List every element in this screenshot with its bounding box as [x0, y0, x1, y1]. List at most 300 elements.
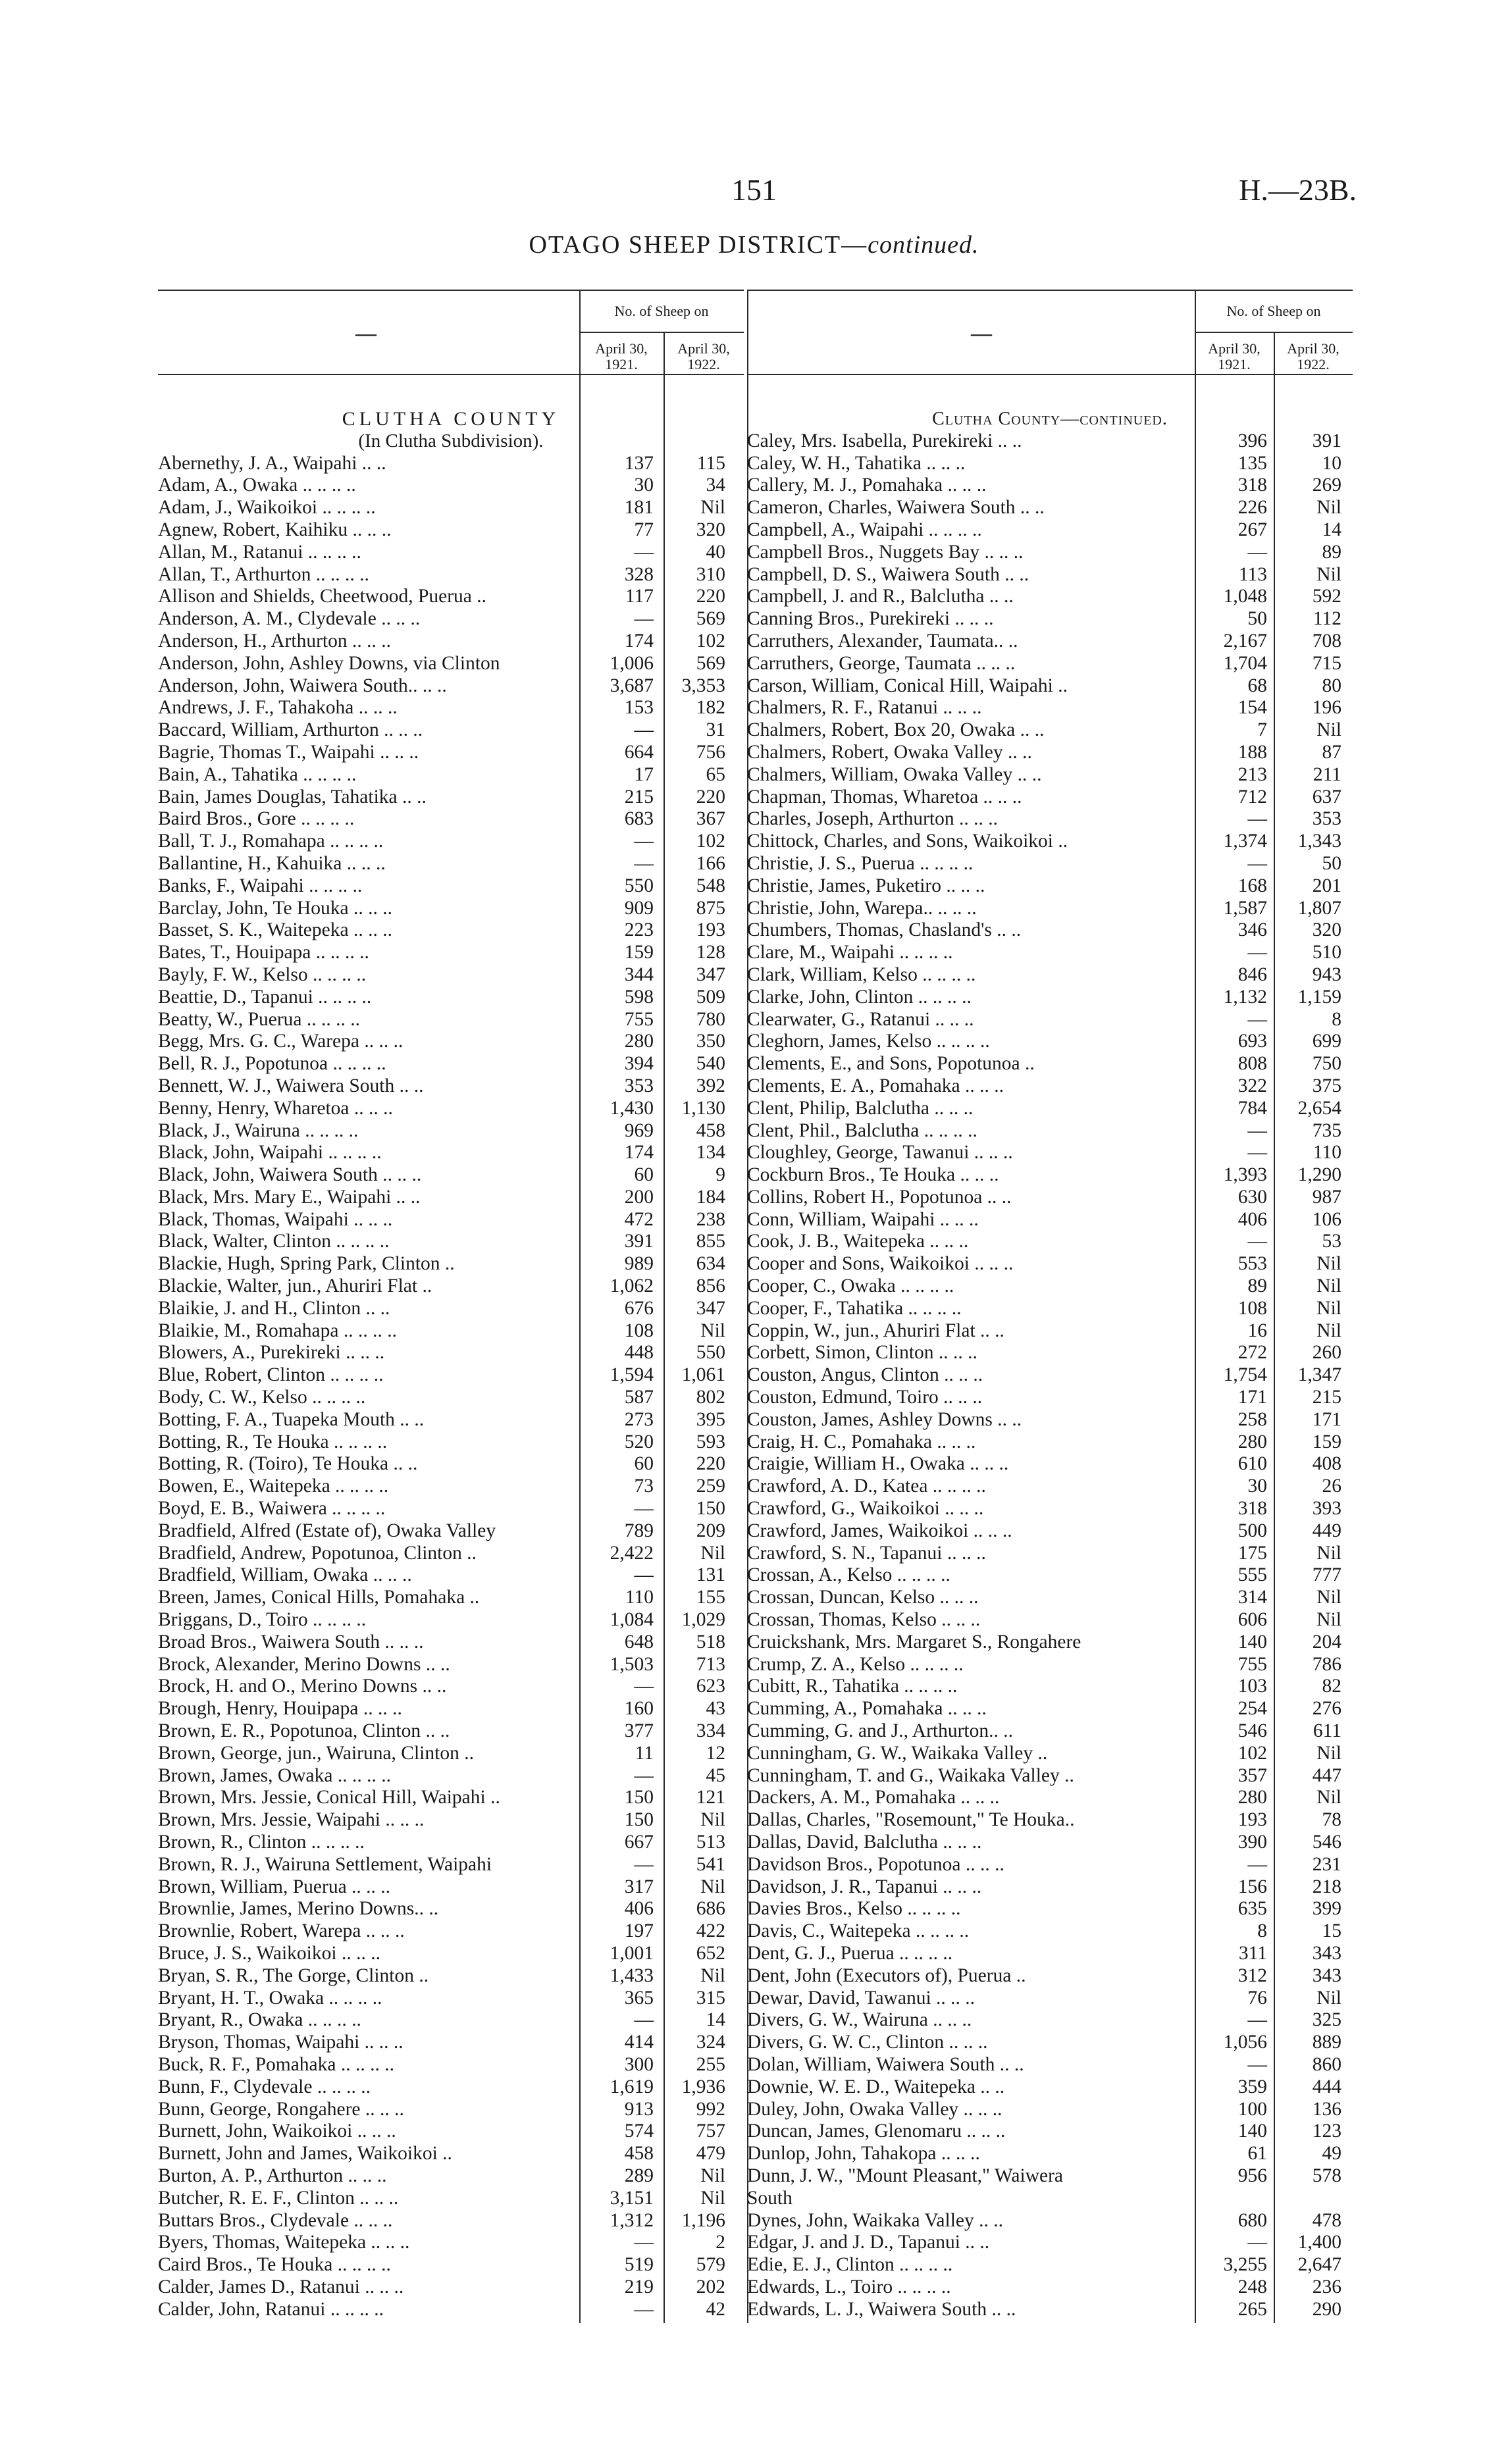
table-row [158, 1164, 744, 1187]
owner-name: Andrews, J. F., Tahakoha .. .. .. [158, 697, 398, 719]
sheep-1922: 102 [696, 630, 725, 652]
table-row [747, 630, 1353, 653]
sheep-1922: Nil [700, 2165, 725, 2186]
owner-name: Crawford, S. N., Tapanui .. .. .. [747, 1542, 986, 1564]
owner-name: Bain, James Douglas, Tahatika .. .. [158, 786, 427, 808]
sheep-1921: 956 [1237, 2165, 1267, 2186]
owner-name: Blowers, A., Purekireki .. .. .. [158, 1342, 385, 1364]
table-row [158, 1275, 744, 1298]
owner-name: Bennett, W. J., Waiwera South .. .. [158, 1075, 424, 1096]
owner-name: Brock, Alexander, Merino Downs .. .. [158, 1653, 450, 1675]
sheep-1922: 343 [1312, 1964, 1341, 1986]
sheep-1922: 34 [706, 475, 725, 496]
sheep-1922: 102 [696, 831, 725, 852]
table-row [158, 1765, 744, 1787]
owner-name: Body, C. W., Kelso .. .. .. .. [158, 1387, 366, 1408]
owner-name: Brown, Mrs. Jessie, Conical Hill, Waipahi .. [158, 1787, 500, 1809]
sheep-1922: 106 [1312, 1208, 1341, 1230]
owner-name: Chittock, Charles, and Sons, Waikoikoi .. [747, 831, 1068, 852]
sheep-1922: 236 [1312, 2276, 1341, 2297]
sheep-1922: 259 [696, 1476, 725, 1497]
sheep-1921: 317 [624, 1876, 654, 1897]
sheep-1921: 680 [1237, 2209, 1267, 2231]
sheep-1921: 215 [624, 786, 654, 808]
sheep-1921: 394 [624, 1053, 654, 1075]
table-row [158, 1920, 744, 1943]
left-table [158, 290, 744, 2323]
table-row [158, 1053, 744, 1075]
sheep-1922: 943 [1312, 963, 1341, 985]
owner-name: Broad Bros., Waiwera South .. .. .. [158, 1631, 424, 1653]
owner-name: Campbell, J. and R., Balclutha .. .. [747, 586, 1014, 607]
sheep-1922: 209 [696, 1520, 725, 1541]
sheep-1921: 414 [624, 2032, 654, 2053]
table-row [747, 1587, 1353, 1609]
owner-name: Bryant, H. T., Owaka .. .. .. .. [158, 1987, 382, 2009]
sheep-1921: 30 [634, 475, 654, 496]
sheep-1921: 546 [1237, 1720, 1267, 1742]
sheep-1921: 174 [624, 630, 654, 652]
sheep-1921: 1,503 [610, 1653, 654, 1675]
sheep-1922: 53 [1322, 1231, 1341, 1252]
table-row [158, 2254, 744, 2276]
sheep-1921: 712 [1237, 786, 1267, 808]
sheep-1921: 108 [1237, 1297, 1267, 1319]
owner-name: Blackie, Walter, jun., Ahuriri Flat .. [158, 1275, 432, 1297]
table-row [747, 1209, 1353, 1231]
owner-name: Allan, M., Ratanui .. .. .. .. [158, 541, 361, 563]
sheep-1921: — [634, 719, 654, 741]
sheep-1921: 648 [624, 1631, 654, 1653]
sheep-1922: Nil [1316, 563, 1341, 585]
table-row [158, 808, 744, 831]
table-row [158, 2120, 744, 2143]
owner-name: Cleghorn, James, Kelso .. .. .. .. [747, 1031, 990, 1052]
sheep-1922: 855 [696, 1231, 725, 1252]
owner-name: Bryant, R., Owaka .. .. .. .. [158, 2009, 361, 2031]
sheep-1922: 269 [1312, 475, 1341, 496]
table-row [747, 1854, 1353, 1876]
owner-name: Brown, R. J., Wairuna Settlement, Waipahi [158, 1853, 492, 1875]
table-row [158, 2165, 744, 2188]
owner-name: Divers, G. W. C., Clinton .. .. .. [747, 2032, 988, 2053]
owner-name: Cruickshank, Mrs. Margaret S., Rongahere [747, 1631, 1081, 1653]
sheep-1921: 102 [1237, 1742, 1267, 1764]
sheep-1921: 150 [624, 1787, 654, 1809]
section-title: CLUTHA COUNTY [342, 408, 560, 430]
owner-name: Cubitt, R., Tahatika .. .. .. .. [747, 1676, 958, 1697]
owner-name: Coppin, W., jun., Ahuriri Flat .. .. [747, 1320, 1004, 1341]
table-row [158, 964, 744, 987]
sheep-group-header: No. of Sheep on [1226, 303, 1321, 319]
owner-name: Davis, C., Waitepeka .. .. .. .. [747, 1920, 970, 1942]
sheep-1921: 76 [1247, 1987, 1267, 2009]
table-row [158, 2210, 744, 2232]
sheep-1921: 664 [624, 741, 654, 763]
table-row [747, 1720, 1353, 1743]
sheep-1921: 519 [624, 2254, 654, 2276]
owner-name: Blaikie, M., Romahapa .. .. .. .. [158, 1320, 397, 1341]
sheep-1922: 1,061 [681, 1364, 725, 1386]
table-row [747, 1898, 1353, 1920]
sheep-1922: 324 [696, 2032, 725, 2053]
owner-name: Cook, J. B., Waitepeka .. .. .. [747, 1231, 969, 1252]
sheep-1921: 1,587 [1223, 897, 1267, 919]
sheep-1921: 1,393 [1223, 1164, 1267, 1186]
sheep-1921: — [1247, 808, 1267, 830]
table-row [158, 630, 744, 653]
table-row [158, 653, 744, 675]
owner-name: Botting, F. A., Tuapeka Mouth .. .. [158, 1408, 425, 1430]
table-row [747, 2276, 1353, 2299]
owner-name: Chalmers, Robert, Owaka Valley .. .. [747, 741, 1032, 763]
table-row [747, 987, 1353, 1009]
owner-name: Cunningham, T. and G., Waikaka Valley .. [747, 1764, 1074, 1786]
sheep-1921: 280 [1237, 1787, 1267, 1809]
sheep-1921: 318 [1237, 475, 1267, 496]
table-row [158, 1587, 744, 1609]
sheep-1921: 2,422 [610, 1542, 654, 1564]
table-row [747, 1765, 1353, 1787]
table-row [158, 1743, 744, 1765]
sheep-1922: 611 [1313, 1720, 1341, 1742]
sheep-1921: 135 [1237, 452, 1267, 474]
sheep-1921: 1,062 [610, 1275, 654, 1297]
owner-name: Carruthers, George, Taumata .. .. .. [747, 652, 1016, 674]
sheep-1922: 171 [1312, 1408, 1341, 1430]
table-row [747, 1476, 1353, 1498]
sheep-1921: 322 [1237, 1075, 1267, 1096]
table-row [747, 1431, 1353, 1454]
sheep-1922: Nil [700, 2187, 725, 2209]
sheep-1922: 592 [1312, 586, 1341, 607]
sheep-1921: 61 [1247, 2143, 1267, 2165]
sheep-1921: 3,687 [610, 675, 654, 696]
sheep-1922: Nil [1316, 1609, 1341, 1631]
sheep-1921: 683 [624, 808, 654, 830]
table-row [747, 586, 1353, 608]
sheep-1922: 353 [1312, 808, 1341, 830]
sheep-1921: 272 [1237, 1342, 1267, 1364]
sheep-1922: 375 [1312, 1075, 1341, 1096]
sheep-1921: 808 [1237, 1053, 1267, 1075]
sheep-1922: 80 [1322, 675, 1341, 696]
table-row [158, 1098, 744, 1120]
table-row [747, 1120, 1353, 1142]
table-row [158, 1520, 744, 1543]
table-row [158, 542, 744, 564]
table-row [747, 764, 1353, 786]
owner-name: Couston, James, Ashley Downs .. .. [747, 1408, 1022, 1430]
table-row [158, 987, 744, 1009]
sheep-1921: 258 [1237, 1408, 1267, 1430]
table-row [747, 1654, 1353, 1676]
sheep-1922: 182 [696, 697, 725, 719]
owner-name: Dackers, A. M., Pomahaka .. .. .. [747, 1787, 1000, 1809]
owner-name: Crawford, G., Waikoikoi .. .. .. [747, 1498, 984, 1520]
sheep-1921: 280 [624, 1031, 654, 1052]
owner-name: Black, John, Waiwera South .. .. .. [158, 1164, 422, 1186]
table-row [158, 519, 744, 542]
table-row [158, 2076, 744, 2099]
table-row [747, 1187, 1353, 1209]
owner-name: Brown, George, jun., Wairuna, Clinton .. [158, 1742, 474, 1764]
sheep-1922: 196 [1312, 697, 1341, 719]
sheep-1921: 110 [625, 1587, 654, 1608]
owner-name: Crawford, A. D., Katea .. .. .. .. [747, 1476, 986, 1497]
sheep-1921: 73 [634, 1476, 654, 1497]
sheep-1922: 578 [1312, 2165, 1341, 2186]
owner-name: Abernethy, J. A., Waipahi .. .. [158, 452, 386, 474]
sheep-1921: 154 [1237, 697, 1267, 719]
owner-name: Dolan, William, Waiwera South .. .. [747, 2053, 1024, 2075]
sheep-1921: 406 [624, 1898, 654, 1920]
sheep-1922: 593 [696, 1431, 725, 1452]
owner-name: Ballantine, H., Kahuika .. .. .. [158, 852, 386, 874]
sheep-1922: 220 [696, 786, 725, 808]
sheep-1922: 786 [1312, 1653, 1341, 1675]
sheep-1922: 14 [1322, 519, 1341, 540]
col-1921-header: April 30, 1921. [595, 340, 648, 372]
sheep-1922: Nil [700, 1876, 725, 1897]
sheep-1921: 606 [1237, 1609, 1267, 1631]
sheep-1922: Nil [700, 1964, 725, 1986]
table-row [158, 1609, 744, 1631]
owner-name: Bunn, George, Rongahere .. .. .. [158, 2098, 404, 2120]
table-row [747, 1988, 1353, 2010]
sheep-1922: 513 [696, 1832, 725, 1853]
owner-name: Black, J., Wairuna .. .. .. .. [158, 1119, 359, 1141]
sheep-1922: 777 [1312, 1564, 1341, 1586]
table-row [747, 2254, 1353, 2276]
sheep-1921: 267 [1237, 519, 1267, 540]
owner-name: Bradfield, William, Owaka .. .. .. [158, 1564, 412, 1586]
section-subtitle: (In Clutha Subdivision). [358, 430, 544, 451]
sheep-1922: 218 [1312, 1876, 1341, 1897]
sheep-1921: — [1247, 1853, 1267, 1875]
table-row [158, 1988, 744, 2010]
table-row [747, 875, 1353, 898]
table-row [747, 1275, 1353, 1298]
table-row [747, 1564, 1353, 1587]
sheep-1922: 757 [696, 2120, 725, 2142]
sheep-1922: 444 [1312, 2076, 1341, 2097]
table-row [158, 675, 744, 698]
owner-name: Edie, E. J., Clinton .. .. .. .. [747, 2254, 953, 2276]
table-row [158, 697, 744, 719]
table-row [747, 1809, 1353, 1832]
owner-name: Dunlop, John, Tahakopa .. .. .. [747, 2143, 980, 2165]
sheep-1921: 150 [624, 1809, 654, 1831]
table-row [158, 831, 744, 853]
table-row [158, 1409, 744, 1431]
owner-name: Craigie, William H., Owaka .. .. .. [747, 1453, 1009, 1475]
sheep-1922: 193 [696, 919, 725, 941]
sheep-1922: 334 [696, 1720, 725, 1742]
owner-name: Ball, T. J., Romahapa .. .. .. .. [158, 831, 384, 852]
owner-name: Conn, William, Waipahi .. .. .. [747, 1208, 979, 1230]
table-row [747, 853, 1353, 875]
owner-name: Baird Bros., Gore .. .. .. .. [158, 808, 355, 830]
sheep-1921: 1,084 [610, 1609, 654, 1631]
owner-name: Calder, James D., Ratanui .. .. .. [158, 2276, 404, 2297]
sheep-1922: 395 [696, 1408, 725, 1430]
sheep-1922: Nil [1316, 719, 1341, 741]
sheep-1921: 89 [1247, 1275, 1267, 1297]
owner-name: Caley, W. H., Tahatika .. .. .. [747, 452, 966, 474]
owner-name: Davidson, J. R., Tapanui .. .. .. [747, 1876, 982, 1897]
table-row [747, 1698, 1353, 1720]
table-row [158, 1676, 744, 1698]
sheep-1921: 1,056 [1223, 2032, 1267, 2053]
sheep-1921: 1,754 [1223, 1364, 1267, 1386]
sheep-1922: 82 [1322, 1676, 1341, 1697]
sheep-1922: 115 [696, 452, 725, 474]
sheep-1922: Nil [1316, 1742, 1341, 1764]
sheep-1922: 569 [696, 652, 725, 674]
sheep-1922: 31 [706, 719, 725, 741]
sheep-1922: 202 [696, 2276, 725, 2297]
name-column-header: — [355, 321, 377, 345]
owner-name: Collins, Robert H., Popotunoa .. .. [747, 1186, 1012, 1208]
table-row [158, 1031, 744, 1053]
page-number: 151 [731, 173, 777, 207]
owner-name: Butcher, R. E. F., Clinton .. .. .. [158, 2187, 399, 2209]
owner-name: Bradfield, Alfred (Estate of), Owaka Valley [158, 1520, 496, 1541]
table-row [747, 719, 1353, 742]
sheep-1922: 155 [696, 1587, 725, 1608]
owner-name: Brown, R., Clinton .. .. .. .. [158, 1832, 365, 1853]
table-row [747, 831, 1353, 853]
sheep-1921: 693 [1237, 1031, 1267, 1052]
sheep-1922: 12 [706, 1742, 725, 1764]
sheep-1921: 289 [624, 2165, 654, 2186]
sheep-1922: 78 [1322, 1809, 1341, 1831]
sheep-1921: 254 [1237, 1698, 1267, 1720]
owner-name: Divers, G. W., Wairuna .. .. .. [747, 2009, 972, 2031]
owner-name: Campbell, D. S., Waiwera South .. .. [747, 563, 1029, 585]
table-row [747, 2188, 1353, 2210]
sheep-1921: 1,374 [1223, 831, 1267, 852]
sheep-1921: 391 [624, 1231, 654, 1252]
table-row [158, 1698, 744, 1720]
sheep-1921: 555 [1237, 1564, 1267, 1586]
owner-name: Clements, E. A., Pomahaka .. .. .. [747, 1075, 1004, 1096]
sheep-1922: 750 [1312, 1053, 1341, 1075]
sheep-1922: 856 [696, 1275, 725, 1297]
sheep-1922: 548 [696, 875, 725, 896]
sheep-1921: 108 [624, 1320, 654, 1341]
table-row [158, 2054, 744, 2076]
sheep-1921: 153 [624, 697, 654, 719]
table-row [158, 1787, 744, 1809]
sheep-1922: 699 [1312, 1031, 1341, 1052]
sheep-1921: 3,255 [1223, 2254, 1267, 2276]
sheep-1921: 328 [624, 563, 654, 585]
owner-name: Dallas, Charles, "Rosemount," Te Houka.. [747, 1809, 1075, 1831]
owner-name: Bates, T., Houipapa .. .. .. .. [158, 942, 369, 963]
title-continued: continued. [868, 231, 979, 259]
sheep-1922: Nil [700, 1809, 725, 1831]
table-row [158, 1898, 744, 1920]
sheep-1922: 238 [696, 1208, 725, 1230]
sheep-1921: — [1247, 541, 1267, 563]
sheep-1922: Nil [1316, 1275, 1341, 1297]
sheep-1921: 390 [1237, 1832, 1267, 1853]
owner-name: Begg, Mrs. G. C., Warepa .. .. .. [158, 1031, 403, 1052]
sheep-1921: 171 [1237, 1387, 1267, 1408]
sheep-1921: 396 [1237, 430, 1267, 451]
sheep-1922: 399 [1312, 1898, 1341, 1920]
sheep-1921: 755 [1237, 1653, 1267, 1675]
sheep-1922: Nil [1316, 1542, 1341, 1564]
table-row [747, 919, 1353, 942]
sheep-1922: 541 [696, 1853, 725, 1875]
sheep-1921: 574 [624, 2120, 654, 2142]
table-row [158, 1654, 744, 1676]
table-row [747, 1009, 1353, 1031]
table-row [747, 519, 1353, 542]
sheep-1922: Nil [700, 1320, 725, 1341]
owner-name: Bunn, F., Clydevale .. .. .. .. [158, 2076, 371, 2097]
table-row [747, 1164, 1353, 1187]
sheep-group-header: No. of Sheep on [614, 303, 709, 319]
sheep-1922: 1,029 [681, 1609, 725, 1631]
sheep-1921: 213 [1237, 763, 1267, 785]
sheep-1922: 290 [1312, 2298, 1341, 2320]
owner-name: Buttars Bros., Clydevale .. .. .. [158, 2209, 393, 2231]
sheep-1921: 1,006 [610, 652, 654, 674]
table-row [747, 1743, 1353, 1765]
table-row [747, 2143, 1353, 2165]
sheep-1922: 569 [696, 608, 725, 630]
owner-name: Edwards, L. J., Waiwera South .. .. [747, 2298, 1016, 2320]
sheep-1921: 1,132 [1223, 986, 1267, 1008]
owner-name: Brown, James, Owaka .. .. .. .. [158, 1764, 391, 1786]
page-title [0, 230, 1508, 259]
owner-name: Anderson, John, Waiwera South.. .. .. [158, 675, 447, 696]
owner-name: Bayly, F. W., Kelso .. .. .. .. [158, 963, 367, 985]
table-row [747, 608, 1353, 630]
owner-name: Duley, John, Owaka Valley .. .. .. [747, 2098, 1002, 2120]
sheep-1922: 1,196 [681, 2209, 725, 2231]
sheep-1921: — [634, 2009, 654, 2031]
owner-name: Black, Walter, Clinton .. .. .. .. [158, 1231, 390, 1252]
owner-name: Bagrie, Thomas T., Waipahi .. .. .. [158, 741, 419, 763]
sheep-1922: Nil [1316, 1253, 1341, 1275]
sheep-1921: 909 [624, 897, 654, 919]
left-rows [158, 408, 744, 2321]
table-row [158, 1720, 744, 1743]
table-row [747, 1387, 1353, 1409]
sheep-1921: 181 [624, 497, 654, 519]
table-row [158, 742, 744, 764]
sheep-1921: — [634, 1676, 654, 1697]
sheep-1921: 755 [624, 1008, 654, 1030]
sheep-1922: 131 [696, 1564, 725, 1586]
owner-name: Bain, A., Tahatika .. .. .. .. [158, 763, 357, 785]
sheep-1921: 226 [1237, 497, 1267, 519]
sheep-1922: 9 [715, 1164, 725, 1186]
table-row [158, 564, 744, 586]
sheep-1922: 579 [696, 2254, 725, 2276]
owner-name: Dent, G. J., Puerua .. .. .. .. [747, 1942, 953, 1964]
sheep-1921: 68 [1247, 675, 1267, 696]
table-row [158, 2099, 744, 2121]
sheep-1921: 11 [635, 1742, 654, 1764]
sheep-1921: 30 [1247, 1476, 1267, 1497]
table-row [158, 1543, 744, 1565]
